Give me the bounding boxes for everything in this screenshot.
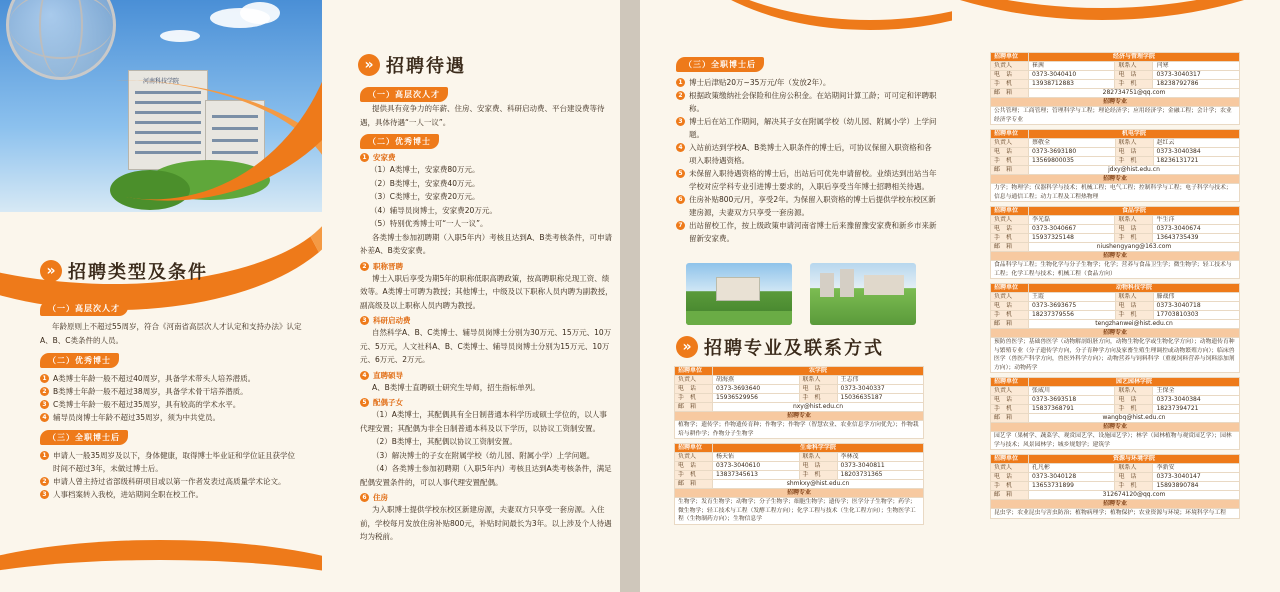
list-item: 3 人事档案转入我校，进站期间全职在校工作。	[40, 488, 302, 501]
mobile-value: 18238792786	[1153, 80, 1240, 89]
sec-text: A、B类博士直聘硕士研究生导师，招生指标单列。	[372, 382, 540, 392]
tel-label: 电 话	[1115, 396, 1153, 405]
person-name: 孔凡彬	[1029, 464, 1115, 473]
campus-photo-2	[810, 263, 916, 325]
contact-name: 牛生洋	[1153, 216, 1240, 225]
unit-label: 招聘单位	[991, 455, 1029, 464]
tel-value: 0373-3040674	[1153, 225, 1240, 234]
contact-label: 联系人	[1115, 387, 1153, 396]
mobile-value: 18236131721	[1153, 157, 1240, 166]
person-name: 李光磊	[1029, 216, 1115, 225]
panel-benefits	[322, 0, 620, 592]
list-item: 1 申请人一般35周岁及以下，身体健康，取得博士毕业证和学位证且获学位时间不超过3年，未做过博士后。	[40, 449, 302, 475]
contact-table	[674, 366, 924, 439]
campus-thumbnails	[686, 263, 916, 325]
mobile-label: 手 机	[1115, 80, 1153, 89]
subheading: 5 配偶子女	[360, 397, 614, 408]
person-name: 杨天佑	[713, 453, 800, 462]
person-name: 崔茜	[1029, 62, 1115, 71]
person-label: 负责人	[991, 464, 1029, 473]
sec-text: 博士入职后享受为期5年的职称低职高聘政策，按高聘职称兑现工资、绩效等。A类博士可聘为教授；其他博士，中级及以下职称人员内聘为副教授，副高级及以上职称人员内聘为教授。	[360, 273, 613, 310]
line: （3）解决博士的子女在附属学校（幼儿园、附属小学）上学问题。	[372, 450, 595, 460]
person-name: 胡海燕	[713, 376, 800, 385]
tel-value: 0373-3693518	[1029, 396, 1115, 405]
majors-heading: 招聘专业	[991, 98, 1240, 107]
majors-heading: 招聘专业	[991, 329, 1240, 338]
tel-value: 0373-3040384	[1153, 396, 1240, 405]
mobile-value: 17703810303	[1153, 311, 1240, 320]
mobile-value: 15937325148	[1029, 234, 1115, 243]
panel-contacts	[952, 0, 1280, 592]
contact-label: 联系人	[1115, 139, 1153, 148]
email-value[interactable]: wangbq@hist.edu.cn	[1029, 414, 1240, 423]
subheading: 3 科研启动费	[360, 315, 614, 326]
mobile-label: 手 机	[1115, 405, 1153, 414]
tel-label: 电 话	[1115, 148, 1153, 157]
mobile-value: 13837345613	[713, 471, 800, 480]
majors-text: 园艺学（果树学、蔬菜学、观赏园艺学、设施园艺学）；林学（园林植物与观赏园艺学）；园林学与技术；风景园林学；城乡规划学；建筑学	[991, 432, 1240, 450]
list-item: 2 根据政策缴纳社会保险和住房公积金。在站期间计算工龄；可可定和评聘职称。	[676, 89, 938, 115]
unit-label: 招聘单位	[991, 207, 1029, 216]
tel-value: 0373-3040147	[1153, 473, 1240, 482]
majors-text: 昆虫学；农业昆虫与害虫防治；植物病理学；植物保护；农业资源与环境；环境科学与工程	[991, 509, 1240, 519]
mobile-label: 手 机	[991, 80, 1029, 89]
sec-bar: （一）高层次人才	[40, 301, 128, 316]
sec-text: 为入职博士提供学校东校区新建房源，夫妻双方只享受一套房源。入住前，学校每月发放住房补贴800元，补贴时间最长为3年。以上涉及个人待遇均为税前。	[360, 505, 612, 541]
majors-text: 食品科学与工程；生物化学与分子生物学；化学；营养与食品卫生学；微生物学；轻工技术与工程；化学工程与技术；机械工程（食品方向）	[991, 261, 1240, 279]
double-chevron-icon: »	[358, 54, 380, 76]
mobile-label: 手 机	[675, 471, 713, 480]
mobile-label: 手 机	[1115, 157, 1153, 166]
majors-heading: 招聘专业	[991, 500, 1240, 509]
sec-bar: （一）高层次人才	[360, 87, 448, 102]
contact-table	[990, 52, 1240, 125]
tel-label: 电 话	[991, 148, 1029, 157]
unit-name: 资源与环境学院	[1029, 455, 1240, 464]
tel-label: 电 话	[675, 462, 713, 471]
unit-label: 招聘单位	[991, 284, 1029, 293]
person-label: 负责人	[675, 376, 713, 385]
person-name: 蔡敬全	[1029, 139, 1116, 148]
tel-value: 0373-3040337	[837, 385, 924, 394]
unit-label: 招聘单位	[991, 130, 1029, 139]
tel-value: 0373-3693640	[713, 385, 800, 394]
tel-value: 0373-3040811	[837, 462, 924, 471]
tel-value: 0373-3040410	[1029, 71, 1115, 80]
subheading: 4 直聘硕导	[360, 370, 614, 381]
mobile-label: 手 机	[1115, 311, 1153, 320]
email-value[interactable]: tengzhanwei@hist.edu.cn	[1029, 320, 1240, 329]
line: （4）各类博士参加初聘期（入职5年内）考核且达到A类考核条件，满足配偶安置条件的，可以人事代理安置配偶。	[360, 464, 612, 487]
person-name: 王霞	[1029, 293, 1116, 302]
contact-label: 联系人	[1115, 464, 1153, 473]
tel-value: 0373-3040667	[1029, 225, 1115, 234]
tel-value: 0373-3040718	[1153, 302, 1240, 311]
list-item: 7 出站留校工作，按上级政策申请河南省博士后来豫留豫安家费和新乡市来新留新安家费。	[676, 219, 938, 245]
fold-gap	[620, 0, 640, 592]
list-item: 3 C类博士年龄一般不超过35周岁，具有较高的学术水平。	[40, 398, 302, 411]
email-value[interactable]: niushengyang@163.com	[1029, 243, 1240, 252]
mobile-label: 手 机	[799, 394, 837, 403]
person-label: 负责人	[991, 62, 1029, 71]
email-value[interactable]: 312674120@qq.com	[1029, 491, 1240, 500]
sec-bar: （二）优秀博士	[40, 353, 119, 368]
mobile-label: 手 机	[1115, 234, 1153, 243]
list-item: 4 辅导员岗博士年龄不超过35周岁，须为中共党员。	[40, 411, 302, 424]
person-label: 负责人	[991, 387, 1029, 396]
person-label: 负责人	[991, 139, 1029, 148]
majors-text: 植物学；遗传学；作物遗传育种；作物学；作物学（智慧农业、农业信息学方向优先）；作物栽培与耕作学；作物分子生物学	[675, 421, 924, 439]
tel-label: 电 话	[991, 225, 1029, 234]
tel-label: 电 话	[799, 462, 837, 471]
email-label: 邮 箱	[991, 320, 1029, 329]
list-item: 2 B类博士年龄一般不超过38周岁，具备学术骨干培养潜质。	[40, 385, 302, 398]
email-value[interactable]: jdxy@hist.edu.cn	[1029, 166, 1240, 175]
email-value[interactable]: nxy@hist.edu.cn	[713, 403, 924, 412]
mobile-label: 手 机	[799, 471, 837, 480]
mobile-value: 18237379556	[1029, 311, 1116, 320]
contact-table	[990, 206, 1240, 279]
list-item: 4 入站前达到学校A、B类博士入职条件的博士后，可协议保留入职资格和各项入职待遇资格。	[676, 141, 938, 167]
majors-text: 力学；物理学；仪器科学与技术；机械工程；电气工程；控制科学与工程；电子科学与技术；信息与通信工程；动力工程及工程热物理	[991, 184, 1240, 202]
majors-text: 预防兽医学；基础兽医学（动物解剖组胚方向，动物生物化学或生物化学方向）；动物遗传育种与繁殖专业（分子遗传学方向，分子育种学方向及家畜生殖生理调控或动物繁殖方向）；临床兽医学（兽医产科学方向，兽医外科学方向）；动物营养与饲料科学（重视饲料营养与饲料添加剂方向）；动物药学	[991, 338, 1240, 373]
email-label: 邮 箱	[991, 491, 1029, 500]
contact-name: 李新安	[1153, 464, 1240, 473]
section-heading: » 招聘类型及条件	[40, 258, 208, 284]
tel-label: 电 话	[991, 302, 1029, 311]
unit-name: 动物科技学院	[1029, 284, 1240, 293]
email-label: 邮 箱	[675, 403, 713, 412]
line: （1）A类博士，其配偶具有全日制普通本科学历或硕士学位的，以人事代理安置；其配偶为非全日制普通本科及以下学历，以协议工资制安置。	[360, 410, 607, 433]
mobile-label: 手 机	[675, 394, 713, 403]
line: （2）B类博士，安家费40万元。	[370, 178, 480, 188]
tel-value: 0373-3040384	[1153, 148, 1240, 157]
tel-label: 电 话	[1115, 473, 1153, 482]
contact-table	[990, 377, 1240, 450]
mobile-value: 13938712883	[1029, 80, 1115, 89]
unit-name: 园艺园林学院	[1029, 378, 1240, 387]
mobile-value: 13643735439	[1153, 234, 1240, 243]
building-sign: 河南科技学院	[143, 78, 180, 85]
sec-text: 提供具有竞争力的年薪、住房、安家费、科研启动费、平台建设费等待遇，具体待遇“一人一议”。	[360, 104, 605, 127]
contact-name: 滕战伟	[1153, 293, 1240, 302]
sec-text: 年龄原则上不超过55周岁，符合《河南省高层次人才认定和支持办法》认定A、B、C类条件的人员。	[40, 322, 302, 345]
mobile-value: 15893890784	[1153, 482, 1240, 491]
majors-heading: 招聘专业	[991, 175, 1240, 184]
majors-text: 生物学；发育生物学；动物学；分子生物学；细胞生物学；遗传学；医学分子生物学；药学；微生物学；轻工技术与工程（发酵工程方向）；化学工程与技术（生化工程方向）；生物医学工程（生物制药方向）；生物信息学	[675, 498, 924, 525]
email-label: 邮 箱	[991, 243, 1029, 252]
unit-name: 食品学院	[1029, 207, 1240, 216]
contact-table	[674, 443, 924, 525]
line: （2）B类博士，其配偶以协议工资制安置。	[372, 437, 517, 446]
list-item: 1 博士后津贴20万~35万元/年（发放2年）。	[676, 76, 938, 89]
mobile-value: 15936529956	[713, 394, 800, 403]
subheading: 6 住房	[360, 492, 614, 503]
list-item: 1 A类博士年龄一般不超过40周岁，具备学术带头人培养潜质。	[40, 372, 302, 385]
line: （3）C类博士，安家费20万元。	[370, 192, 480, 201]
unit-name: 经济与管理学院	[1029, 53, 1240, 62]
unit-name: 农学院	[713, 367, 924, 376]
mobile-label: 手 机	[991, 482, 1029, 491]
mobile-value: 13653731899	[1029, 482, 1115, 491]
contact-name: 李林茂	[837, 453, 924, 462]
person-label: 负责人	[991, 216, 1029, 225]
tel-value: 0373-3040317	[1153, 71, 1240, 80]
unit-label: 招聘单位	[675, 444, 713, 453]
majors-heading: 招聘专业	[675, 489, 924, 498]
contact-table	[990, 283, 1240, 373]
unit-label: 招聘单位	[675, 367, 713, 376]
subheading: 2 职称晋聘	[360, 261, 614, 272]
tel-label: 电 话	[799, 385, 837, 394]
tel-value: 0373-3693180	[1029, 148, 1116, 157]
double-chevron-icon: »	[40, 260, 62, 282]
line: （1）A类博士，安家费80万元。	[370, 165, 480, 174]
tel-label: 电 话	[1115, 71, 1153, 80]
tel-value: 0373-3040128	[1029, 473, 1115, 482]
mobile-label: 手 机	[991, 405, 1029, 414]
line: （4）辅导员岗博士，安家费20万元。	[370, 205, 497, 215]
email-label: 邮 箱	[991, 414, 1029, 423]
contact-name: 王志伟	[837, 376, 924, 385]
mobile-label: 手 机	[991, 234, 1029, 243]
section-heading: » 招聘待遇	[358, 52, 466, 78]
sec-bar: （三）全职博士后	[676, 57, 764, 72]
mobile-value: 15036635187	[837, 394, 924, 403]
contact-table	[990, 129, 1240, 202]
unit-name: 机电学院	[1029, 130, 1240, 139]
list-item: 5 未保留入职待遇资格的博士后，出站后可优先申请留校。业绩达到出站当年学校对应学科专业引进博士要求的，入职后享受当年博士招聘相关待遇。	[676, 167, 938, 193]
contact-label: 联系人	[1115, 293, 1153, 302]
mobile-value: 15837368791	[1029, 405, 1115, 414]
tel-value: 0373-3693675	[1029, 302, 1116, 311]
mobile-value: 18203731365	[837, 471, 924, 480]
tel-label: 电 话	[991, 71, 1029, 80]
contact-table	[990, 454, 1240, 519]
email-label: 邮 箱	[991, 89, 1029, 98]
unit-label: 招聘单位	[991, 53, 1029, 62]
tel-value: 0373-3040610	[713, 462, 800, 471]
contact-label: 联系人	[1115, 216, 1153, 225]
contact-label: 联系人	[799, 453, 837, 462]
contact-label: 联系人	[799, 376, 837, 385]
note: 各类博士参加初聘期（入职5年内）考核且达到A、B类考核条件，可申请补差A、B类安家费。	[360, 232, 613, 255]
contact-tables	[990, 52, 1240, 523]
mobile-label: 手 机	[1115, 482, 1153, 491]
mobile-label: 手 机	[991, 157, 1029, 166]
person-label: 负责人	[675, 453, 713, 462]
sec-text: 自然科学A、B、C类博士、辅导员岗博士分别为30万元、15万元、10万元、5万元，人文社科A、B、C类博士、辅导员岗博士分别为15万元、10万元、6万元、2万元。	[360, 328, 612, 364]
unit-label: 招聘单位	[991, 378, 1029, 387]
mobile-label: 手 机	[991, 311, 1029, 320]
tel-label: 电 话	[675, 385, 713, 394]
email-value[interactable]: shmkxy@hist.edu.cn	[713, 480, 924, 489]
list-item: 3 博士后在站工作期间，解决其子女在附属学校（幼儿园、附属小学）上学问题。	[676, 115, 938, 141]
majors-heading: 招聘专业	[991, 252, 1240, 261]
sec-bar: （三）全职博士后	[40, 430, 128, 445]
contact-label: 联系人	[1115, 62, 1153, 71]
tel-label: 电 话	[1115, 302, 1153, 311]
line: （5）特别优秀博士可“一人一议”。	[370, 219, 488, 228]
contact-name: 赵红云	[1153, 139, 1240, 148]
mobile-value: 13569800035	[1029, 157, 1116, 166]
email-label: 邮 箱	[675, 480, 713, 489]
campus-photo-1	[686, 263, 792, 325]
subheading: 1 安家费	[360, 152, 614, 163]
person-name: 张威川	[1029, 387, 1115, 396]
email-label: 邮 箱	[991, 166, 1029, 175]
majors-heading: 招聘专业	[675, 412, 924, 421]
contact-name: 闫寒	[1153, 62, 1240, 71]
tel-label: 电 话	[991, 396, 1029, 405]
majors-text: 公共管理；工商管理；管理科学与工程；理论经济学；应用经济学；金融工程；会计学；农业经济学专业	[991, 107, 1240, 125]
majors-heading: 招聘专业	[991, 423, 1240, 432]
section-heading: » 招聘专业及联系方式	[676, 334, 884, 360]
list-item: 2 申请人曾主持过省部级科研项目或以第一作者发表过高质量学术论文。	[40, 475, 302, 488]
list-item: 6 住房补贴800元/月，享受2年。为保留入职资格的博士后提供学校东校区新建房源，夫妻双方只享受一套房源。	[676, 193, 938, 219]
panel-recruitment-types	[0, 0, 322, 592]
mobile-value: 18237394721	[1153, 405, 1240, 414]
tel-label: 电 话	[1115, 225, 1153, 234]
contact-name: 王保全	[1153, 387, 1240, 396]
double-chevron-icon: »	[676, 336, 698, 358]
sec-bar: （二）优秀博士	[360, 134, 439, 149]
tel-label: 电 话	[991, 473, 1029, 482]
email-value[interactable]: 282734751@qq.com	[1029, 89, 1240, 98]
person-label: 负责人	[991, 293, 1029, 302]
contact-tables	[674, 366, 924, 529]
unit-name: 生命科学学院	[713, 444, 924, 453]
